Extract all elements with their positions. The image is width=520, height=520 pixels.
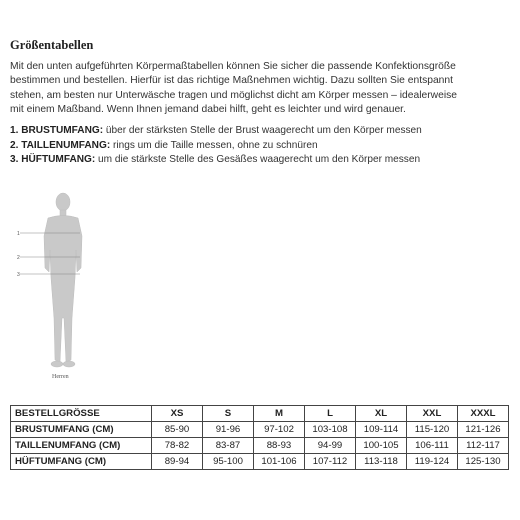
measure-text: über der stärksten Stelle der Brust waagerecht um den Körper messen	[103, 125, 422, 136]
table-row	[11, 438, 509, 454]
row-label: HÜFTUMFANG (CM)	[11, 454, 152, 470]
table-cell: 125-130	[458, 454, 509, 470]
table-cell: 97-102	[254, 422, 305, 438]
table-cell: 107-112	[305, 454, 356, 470]
table-cell: 95-100	[203, 454, 254, 470]
measure-item-waist	[10, 139, 515, 154]
measure-text: um die stärkste Stelle des Gesäßes waagerecht um den Körper messen	[95, 154, 421, 166]
marker-hip: 3	[17, 272, 20, 278]
measure-label: 1. BRUSTUMFANG:	[10, 125, 104, 136]
row-label: BRUSTUMFANG (CM)	[11, 422, 152, 438]
table-cell: 78-82	[152, 438, 203, 454]
table-cell: 94-99	[305, 438, 356, 454]
table-cell: 91-96	[203, 422, 254, 438]
intro-line: mit einem Maßband. Wenn Ihnen jemand dabei hilft, geht es leichter und wird genauer.	[10, 104, 406, 116]
size-header: XXXL	[458, 406, 509, 422]
table-cell: 109-114	[356, 422, 407, 438]
measure-text: rings um die Taille messen, ohne zu schnüren	[110, 139, 318, 151]
measure-label: 3. HÜFTUMFANG:	[10, 154, 96, 166]
page-title: Größentabellen	[10, 38, 94, 52]
size-table	[10, 405, 509, 470]
table-cell: 100-105	[356, 438, 407, 454]
size-header: S	[203, 406, 254, 422]
size-header-corner: BESTELLGRÖSSE	[11, 406, 152, 422]
size-header: L	[305, 406, 356, 422]
size-header: XS	[152, 406, 203, 422]
table-cell: 106-111	[407, 438, 458, 454]
table-cell: 101-106	[254, 454, 305, 470]
table-cell: 83-87	[203, 438, 254, 454]
body-measurement-figure	[10, 188, 110, 388]
size-header: M	[254, 406, 305, 422]
marker-waist: 2	[17, 255, 20, 261]
table-cell: 113-118	[356, 454, 407, 470]
table-cell: 112-117	[458, 438, 509, 454]
figure-caption: Herren	[52, 374, 69, 380]
measure-item-hip	[10, 153, 515, 168]
size-header: XXL	[407, 406, 458, 422]
size-header-row	[11, 406, 509, 422]
measure-label: 2. TAILLENUMFANG:	[10, 139, 111, 151]
table-cell: 103-108	[305, 422, 356, 438]
measure-item-chest	[10, 124, 515, 139]
table-cell: 89-94	[152, 454, 203, 470]
table-cell: 121-126	[458, 422, 509, 438]
intro-line: stehen, am besten nur Unterwäsche tragen und möglichst dicht am Körper messen – idealerweise	[10, 89, 458, 101]
row-label: TAILLENUMFANG (CM)	[11, 438, 152, 454]
table-cell: 88-93	[254, 438, 305, 454]
table-cell: 119-124	[407, 454, 458, 470]
intro-line: bestimmen und bestellen. Hierfür ist das richtige Maßnehmen wichtig. Dazu sollten Sie entspannt	[10, 75, 453, 87]
size-header: XL	[356, 406, 407, 422]
measurement-instructions	[10, 124, 515, 168]
table-cell: 115-120	[407, 422, 458, 438]
human-silhouette-icon	[44, 193, 82, 367]
table-row	[11, 454, 509, 470]
intro-paragraph	[10, 60, 510, 118]
intro-line: Mit den unten aufgeführten Körpermaßtabellen können Sie sicher die passende Konfektionsgröße	[10, 61, 456, 72]
marker-chest: 1	[17, 231, 20, 237]
table-row	[11, 422, 509, 438]
table-cell: 85-90	[152, 422, 203, 438]
